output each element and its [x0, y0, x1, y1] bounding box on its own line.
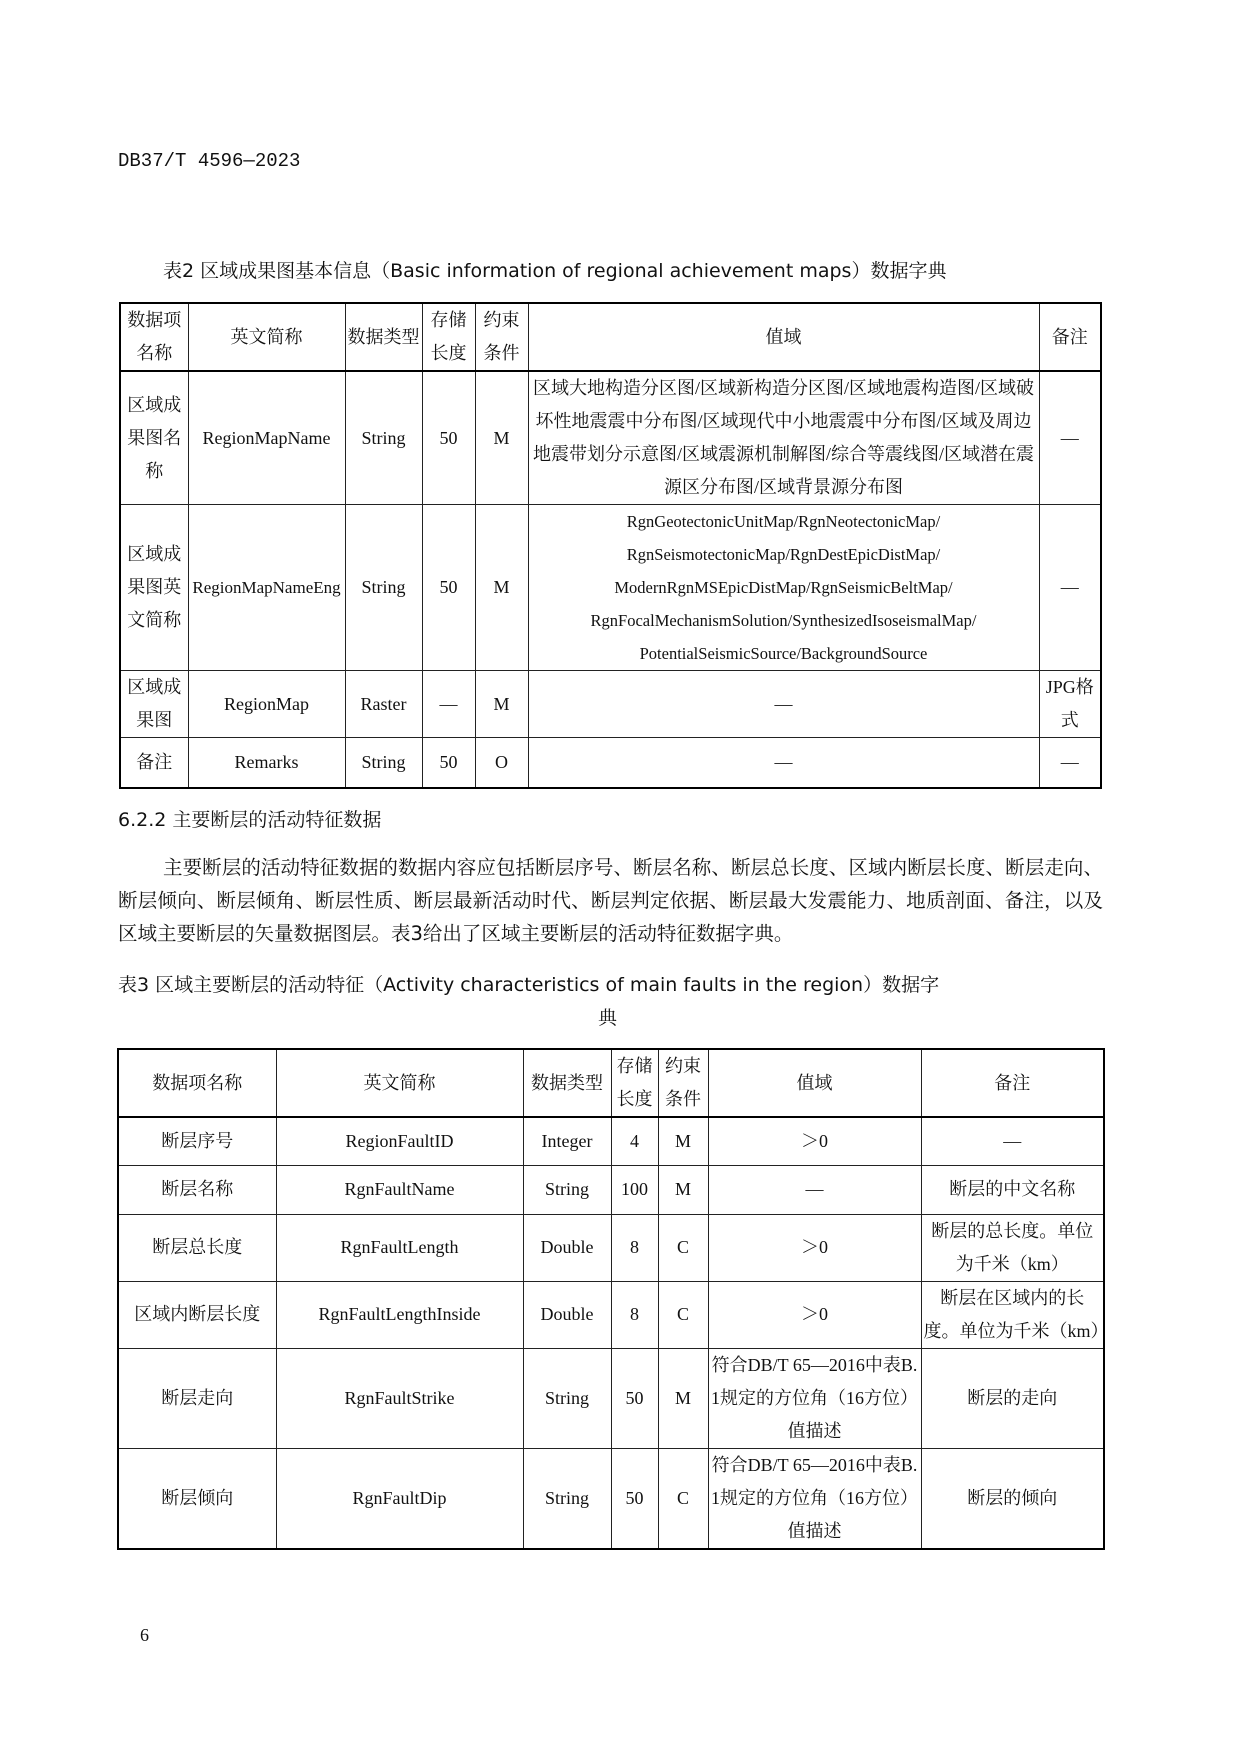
- cell: JPG格式: [1039, 671, 1101, 738]
- cell: M: [475, 671, 528, 738]
- cell: 断层走向: [118, 1348, 276, 1448]
- cell: String: [523, 1348, 611, 1448]
- table-row: [118, 1165, 1104, 1214]
- table2: [119, 302, 1102, 789]
- cell: 断层的倾向: [921, 1448, 1104, 1549]
- cell: 8: [611, 1214, 658, 1281]
- cell: —: [1039, 738, 1101, 788]
- cell: ＞0: [708, 1281, 921, 1348]
- table3-header-row: [118, 1049, 1104, 1117]
- cell: 8: [611, 1281, 658, 1348]
- document-code: DB37/T 4596—2023: [118, 150, 301, 172]
- cell: 断层名称: [118, 1165, 276, 1214]
- cell: 50: [611, 1348, 658, 1448]
- table-row: [120, 505, 1101, 671]
- cell: RgnFaultStrike: [276, 1348, 523, 1448]
- table-row: [120, 738, 1101, 788]
- cell: 50: [422, 371, 475, 505]
- cell: —: [921, 1117, 1104, 1165]
- cell: 断层的总长度。单位为千米（km）: [921, 1214, 1104, 1281]
- table-row: [118, 1281, 1104, 1348]
- cell: 100: [611, 1165, 658, 1214]
- cell: 50: [422, 738, 475, 788]
- table-row: [120, 371, 1101, 505]
- cell: —: [528, 738, 1039, 788]
- column-header: 备注: [1039, 303, 1101, 371]
- cell: —: [1039, 505, 1101, 671]
- cell: —: [528, 671, 1039, 738]
- cell: RgnGeotectonicUnitMap/RgnNeotectonicMap/ RgnSeismotectonicMap/RgnDestEpicDistMap/ ModernRgnMSEpicDistMap/RgnSeismicBeltMap/ RgnFocalMechanismSolution/SynthesizedIsoseismalMap/ PotentialSeismicSource/BackgroundSource: [528, 505, 1039, 671]
- table-row: [118, 1117, 1104, 1165]
- cell: String: [345, 371, 422, 505]
- cell: 50: [422, 505, 475, 671]
- section-paragraph: 主要断层的活动特征数据的数据内容应包括断层序号、断层名称、断层总长度、区域内断层长度、断层走向、断层倾向、断层倾角、断层性质、断层最新活动时代、断层判定依据、断层最大发震能力、地质剖面、备注，以及区域主要断层的矢量数据图层。表3给出了区域主要断层的活动特征数据字典。: [118, 856, 1103, 945]
- cell: 符合DB/T 65—2016中表B.1规定的方位角（16方位）值描述: [708, 1348, 921, 1448]
- cell: 断层的走向: [921, 1348, 1104, 1448]
- column-header: 约束条件: [475, 303, 528, 371]
- cell: String: [345, 505, 422, 671]
- cell: RgnFaultLengthInside: [276, 1281, 523, 1348]
- table2-header-row: [120, 303, 1101, 371]
- cell: —: [1039, 371, 1101, 505]
- cell: —: [422, 671, 475, 738]
- column-header: 值域: [708, 1049, 921, 1117]
- cell: Raster: [345, 671, 422, 738]
- cell: Integer: [523, 1117, 611, 1165]
- cell: 断层的中文名称: [921, 1165, 1104, 1214]
- column-header: 值域: [528, 303, 1039, 371]
- cell: 4: [611, 1117, 658, 1165]
- column-header: 存储长度: [611, 1049, 658, 1117]
- cell: String: [523, 1448, 611, 1549]
- cell: —: [708, 1165, 921, 1214]
- cell: RegionMapName: [188, 371, 345, 505]
- cell: 断层倾向: [118, 1448, 276, 1549]
- cell: 备注: [120, 738, 188, 788]
- section-heading: 6.2.2 主要断层的活动特征数据: [118, 809, 382, 831]
- cell: 断层总长度: [118, 1214, 276, 1281]
- cell: C: [658, 1448, 708, 1549]
- cell: 区域大地构造分区图/区域新构造分区图/区域地震构造图/区域破坏性地震震中分布图/区域现代中小地震震中分布图/区域及周边地震带划分示意图/区域震源机制解图/综合等震线图/区域潜在震源区分布图/区域背景源分布图: [528, 371, 1039, 505]
- cell: 符合DB/T 65—2016中表B.1规定的方位角（16方位）值描述: [708, 1448, 921, 1549]
- table3-caption: 表3 区域主要断层的活动特征（Activity characteristics of main faults in the region）数据字: [118, 974, 940, 996]
- cell: RgnFaultDip: [276, 1448, 523, 1549]
- table-row: [118, 1448, 1104, 1549]
- page-number: 6: [140, 1625, 149, 1645]
- cell: M: [658, 1117, 708, 1165]
- table-row: [118, 1348, 1104, 1448]
- column-header: 英文简称: [276, 1049, 523, 1117]
- cell: M: [475, 505, 528, 671]
- table3-caption-continued: 典: [598, 1007, 618, 1029]
- table2-caption: 表2 区域成果图基本信息（Basic information of regional achievement maps）数据字典: [163, 260, 947, 282]
- cell: 区域成果图: [120, 671, 188, 738]
- cell: O: [475, 738, 528, 788]
- column-header: 数据项名称: [118, 1049, 276, 1117]
- cell: M: [475, 371, 528, 505]
- table-row: [118, 1214, 1104, 1281]
- table-row: [120, 671, 1101, 738]
- cell: RgnFaultLength: [276, 1214, 523, 1281]
- cell: RegionMap: [188, 671, 345, 738]
- cell: 区域成果图英文简称: [120, 505, 188, 671]
- column-header: 约束条件: [658, 1049, 708, 1117]
- cell: Double: [523, 1214, 611, 1281]
- column-header: 数据类型: [345, 303, 422, 371]
- cell: Remarks: [188, 738, 345, 788]
- cell: 区域内断层长度: [118, 1281, 276, 1348]
- cell: 断层在区域内的长度。单位为千米（km）: [921, 1281, 1104, 1348]
- cell: String: [523, 1165, 611, 1214]
- column-header: 英文简称: [188, 303, 345, 371]
- cell: M: [658, 1348, 708, 1448]
- cell: 断层序号: [118, 1117, 276, 1165]
- column-header: 存储长度: [422, 303, 475, 371]
- cell: ＞0: [708, 1117, 921, 1165]
- cell: 区域成果图名称: [120, 371, 188, 505]
- cell: C: [658, 1214, 708, 1281]
- cell: RegionFaultID: [276, 1117, 523, 1165]
- column-header: 数据类型: [523, 1049, 611, 1117]
- cell: RgnFaultName: [276, 1165, 523, 1214]
- column-header: 备注: [921, 1049, 1104, 1117]
- cell: C: [658, 1281, 708, 1348]
- table3: [117, 1048, 1109, 1550]
- cell: 50: [611, 1448, 658, 1549]
- cell: RegionMapNameEng: [188, 505, 345, 671]
- cell: String: [345, 738, 422, 788]
- cell: M: [658, 1165, 708, 1214]
- cell: Double: [523, 1281, 611, 1348]
- column-header: 数据项名称: [120, 303, 188, 371]
- cell: ＞0: [708, 1214, 921, 1281]
